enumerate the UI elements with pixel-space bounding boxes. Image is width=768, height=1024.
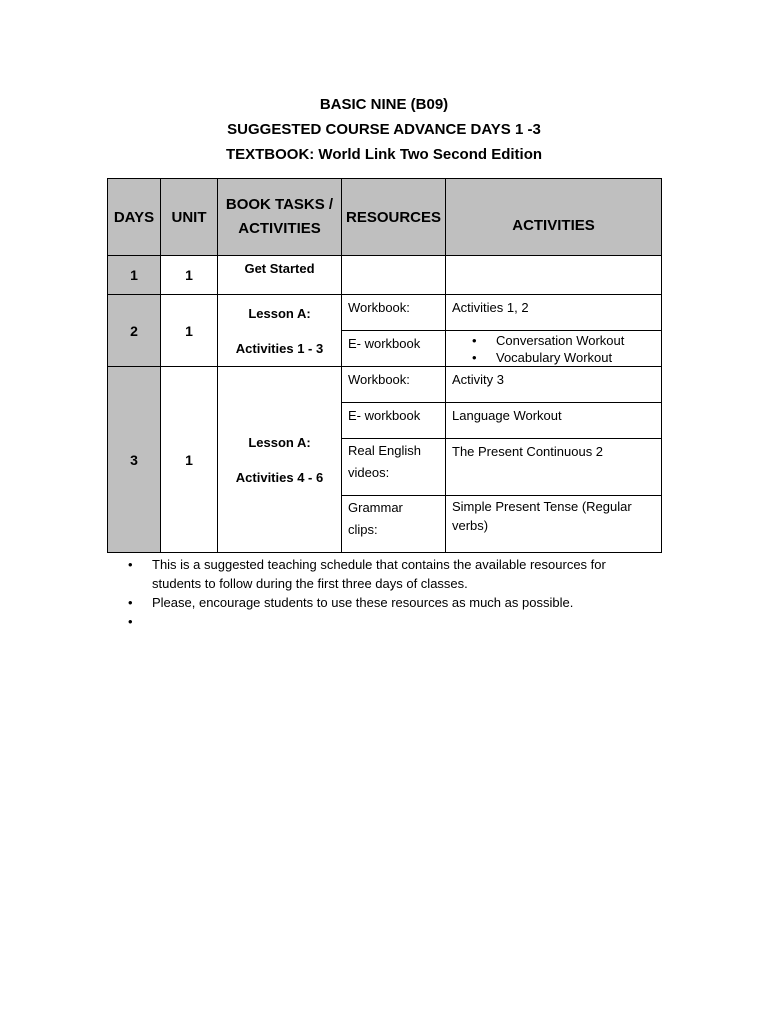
day-1-unit: 1: [161, 256, 218, 295]
header-line-2: SUGGESTED COURSE ADVANCE DAYS 1 -3: [227, 121, 541, 138]
table-row: [108, 295, 662, 331]
table-header-row: [108, 179, 662, 256]
header-line-1: BASIC NINE (B09): [319, 96, 449, 113]
document-header: [0, 92, 768, 167]
day-3-activity-3: The Present Continuous 2: [446, 439, 662, 496]
day-3-cell: 3: [108, 367, 161, 553]
day-3-task-line-2: Activities 4 - 6: [235, 469, 324, 485]
day-3-resource-1: Workbook:: [342, 367, 446, 403]
header-days: DAYS: [108, 179, 161, 256]
day-2-activity-2: [446, 331, 662, 367]
header-book-tasks-line-1: BOOK TASKS /: [225, 196, 334, 213]
note-2: Please, encourage students to use these resources as much as possible.: [152, 595, 574, 610]
day-3-resource-3-line-2: videos:: [348, 465, 390, 480]
table-row: [108, 367, 662, 403]
day-3-resource-3-line-1: Real English: [348, 443, 421, 458]
note-1-line-1: This is a suggested teaching schedule that contains the available resources for: [152, 557, 606, 572]
day-3-task-line-1: Lesson A:: [248, 434, 311, 450]
list-item: • Conversation Workout: [446, 332, 661, 349]
day-2-task: [218, 295, 342, 367]
day-1-task: Get Started: [218, 256, 342, 295]
day-2-cell: 2: [108, 295, 161, 367]
header-book-tasks: [218, 179, 342, 256]
day-3-resource-3: [342, 439, 446, 496]
day-2-unit: 1: [161, 295, 218, 367]
day-3-unit: 1: [161, 367, 218, 553]
day-2-task-line-1: Lesson A:: [248, 305, 311, 321]
notes-list: [128, 555, 648, 631]
note-1-line-2: students to follow during the first three days of classes.: [152, 576, 468, 591]
bullet-icon: •: [128, 614, 133, 629]
day-3-activity-4-line-2: verbs): [452, 518, 489, 533]
day-3-resource-4-line-1: Grammar: [348, 500, 403, 515]
day-2-activity-1: Activities 1, 2: [446, 295, 662, 331]
day-3-activity-2: Language Workout: [446, 403, 662, 439]
day-3-activity-4-line-1: Simple Present Tense (Regular: [452, 499, 632, 514]
header-activities-label: ACTIVITIES: [512, 216, 595, 234]
list-item: [128, 593, 648, 612]
day-2-task-line-2: Activities 1 - 3: [235, 340, 324, 356]
day-2-resource-1: Workbook:: [342, 295, 446, 331]
list-item: • Vocabulary Workout: [446, 349, 661, 366]
bullet-icon: •: [128, 557, 133, 572]
day-1-resource: [342, 256, 446, 295]
day-1-cell: 1: [108, 256, 161, 295]
day-3-activity-1: Activity 3: [446, 367, 662, 403]
day-1-activity: [446, 256, 662, 295]
day-3-resource-2: E- workbook: [342, 403, 446, 439]
day-3-activity-4: [446, 496, 662, 553]
header-activities: [446, 179, 662, 256]
day-2-resource-2: E- workbook: [342, 331, 446, 367]
header-unit: UNIT: [161, 179, 218, 256]
day-3-resource-4-line-2: clips:: [348, 522, 378, 537]
header-line-3: TEXTBOOK: World Link Two Second Edition: [225, 146, 543, 163]
day-3-task: [218, 367, 342, 553]
header-book-tasks-line-2: ACTIVITIES: [238, 220, 321, 237]
day-3-resource-4: [342, 496, 446, 553]
list-item: [128, 612, 648, 631]
table-row: [108, 256, 662, 295]
day-2-activity-list: [446, 332, 661, 366]
list-item: [128, 555, 648, 593]
header-resources: RESOURCES: [342, 179, 446, 256]
bullet-icon: •: [128, 595, 133, 610]
schedule-table: [107, 178, 662, 553]
